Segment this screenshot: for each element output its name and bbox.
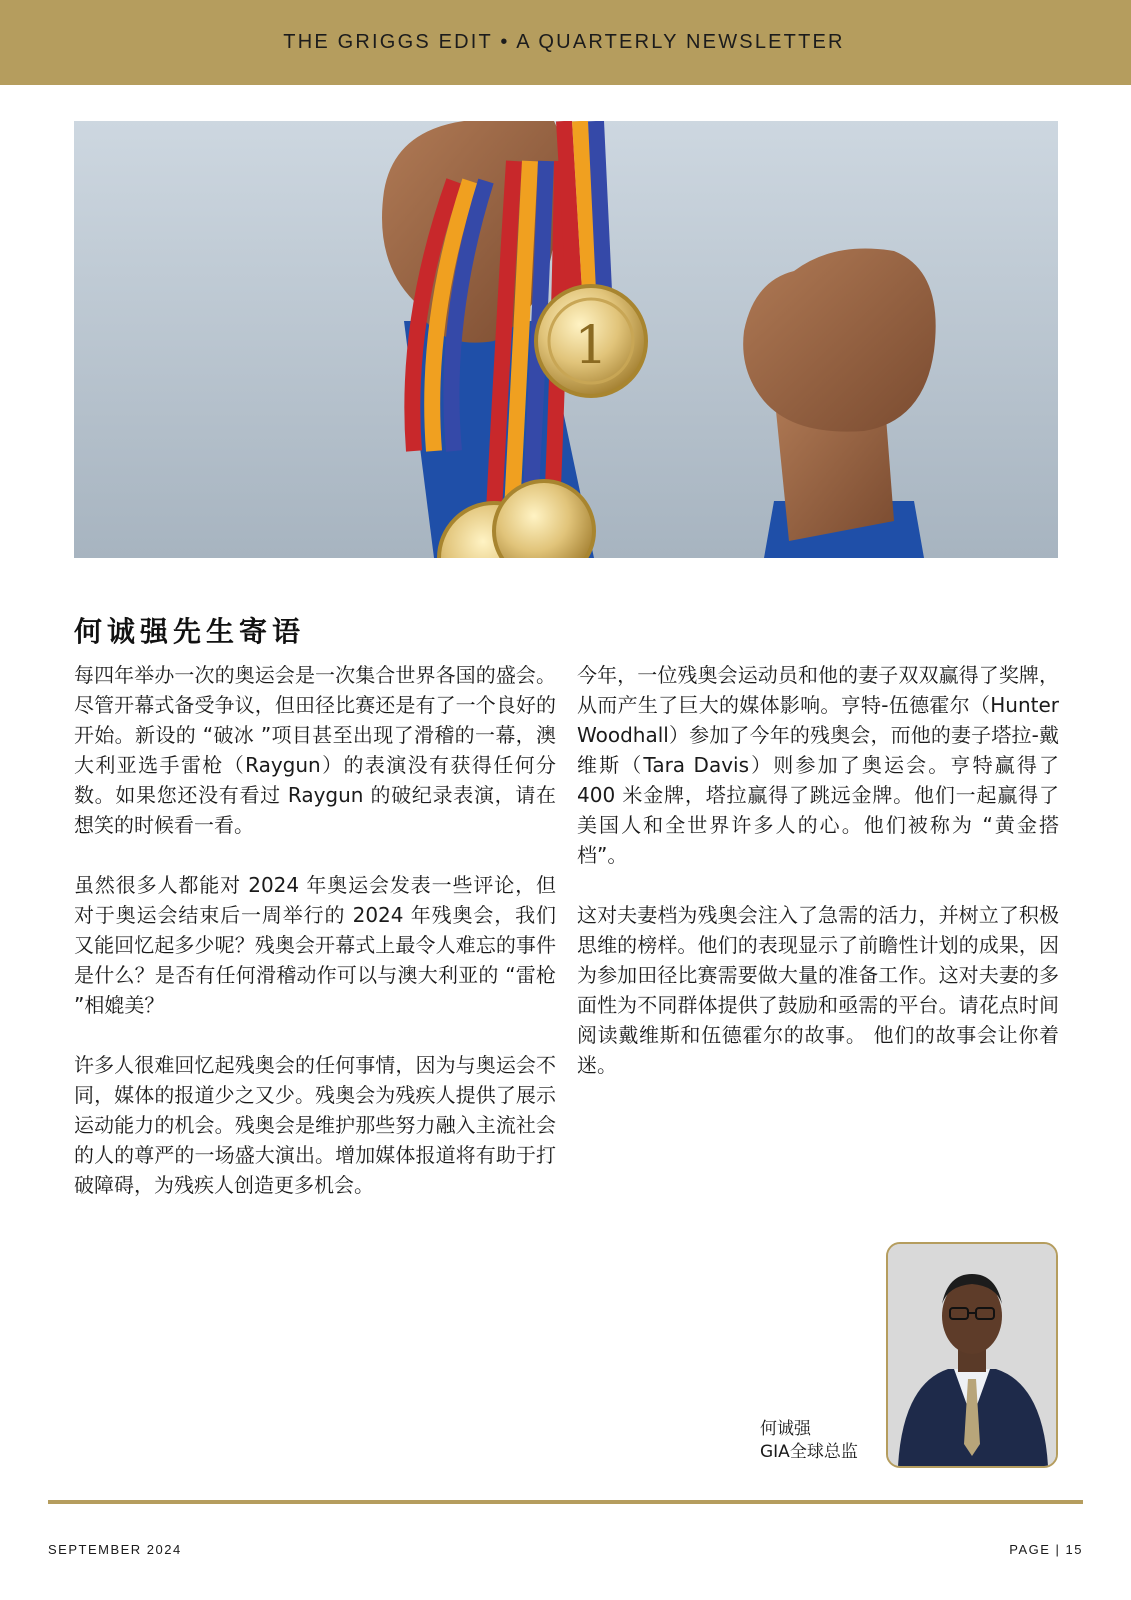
author-name: 何诚强	[760, 1419, 811, 1439]
portrait-illustration	[888, 1244, 1056, 1466]
footer-page-number: PAGE | 15	[1009, 1542, 1083, 1557]
paragraph: 虽然很多人都能对 2024 年奥运会发表一些评论，但对于奥运会结束后一周举行的 2024 年残奥会，我们又能回忆起多少呢？残奥会开幕式上最令人难忘的事件是什么？是否有任何滑稽动作可以与澳大利亚的 “雷枪 ”相媲美？	[74, 873, 556, 1017]
paragraph: 许多人很难回忆起残奥会的任何事情，因为与奥运会不同，媒体的报道少之又少。残奥会为残疾人提供了展示运动能力的机会。残奥会是维护那些努力融入主流社会的人的尊严的一场盛大演出。增加媒体报道将有助于打破障碍，为残疾人创造更多机会。	[74, 1053, 556, 1197]
paragraph: 这对夫妻档为残奥会注入了急需的活力，并树立了积极思维的榜样。他们的表现显示了前瞻性计划的成果，因为参加田径比赛需要做大量的准备工作。这对夫妻的多面性为不同群体提供了鼓励和亟需的平台。请花点时间阅读戴维斯和伍德霍尔的故事。 他们的故事会让你着迷。	[577, 903, 1059, 1077]
footer-date: SEPTEMBER 2024	[48, 1542, 182, 1557]
author-caption	[760, 1418, 858, 1464]
article-column-left	[74, 660, 556, 1230]
hero-image-medals	[74, 121, 1058, 558]
article-title: 何诚强先生寄语	[74, 615, 306, 648]
banner-title: THE GRIGGS EDIT • A QUARTERLY NEWSLETTER	[283, 31, 845, 53]
newsletter-banner	[0, 0, 1131, 85]
author-role: GIA全球总监	[760, 1442, 858, 1462]
medal-numeral: 1	[574, 316, 608, 376]
author-portrait	[886, 1242, 1058, 1468]
footer-divider	[48, 1500, 1083, 1504]
medals-illustration	[74, 121, 1058, 558]
paragraph: 今年，一位残奥会运动员和他的妻子双双赢得了奖牌，从而产生了巨大的媒体影响。亨特-伍德霍尔（Hunter Woodhall）参加了今年的残奥会，而他的妻子塔拉-戴维斯（Tara Davis）则参加了奥运会。亨特赢得了 400 米金牌，塔拉赢得了跳远金牌。他们一起赢得了美国人和全世界许多人的心。他们被称为 “黄金搭档”。	[577, 663, 1059, 867]
article-column-right	[577, 660, 1059, 1110]
paragraph: 每四年举办一次的奥运会是一次集合世界各国的盛会。尽管开幕式备受争议，但田径比赛还是有了一个良好的开始。新设的 “破冰 ”项目甚至出现了滑稽的一幕，澳大利亚选手雷枪（Raygun）的表演没有获得任何分数。如果您还没有看过 Raygun 的破纪录表演，请在想笑的时候看一看。	[74, 663, 556, 837]
